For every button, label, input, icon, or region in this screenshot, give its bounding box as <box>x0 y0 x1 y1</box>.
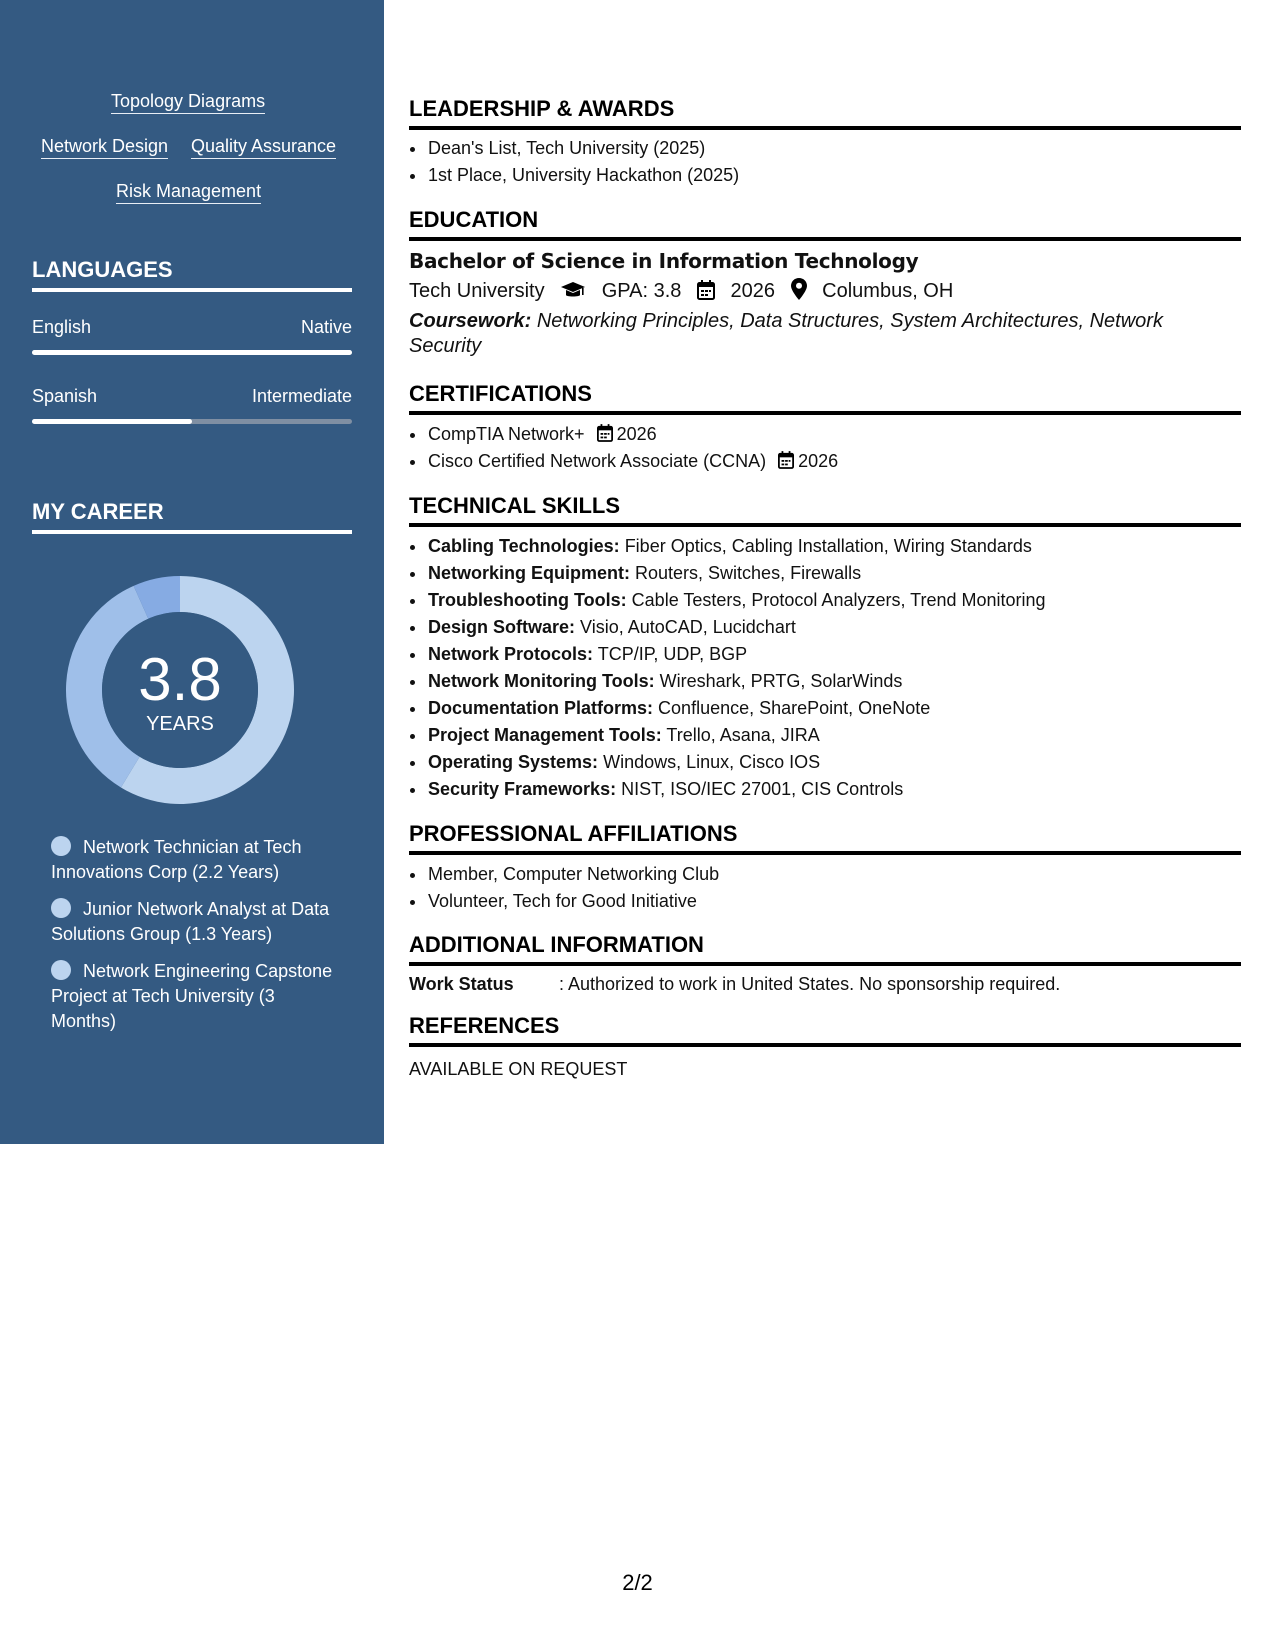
calendar-icon <box>778 451 794 469</box>
skill-label: Operating Systems: <box>428 752 599 772</box>
skill-item <box>427 587 1046 614</box>
skill-value: Windows, Linux, Cisco IOS <box>603 752 821 772</box>
skill-value: TCP/IP, UDP, BGP <box>597 644 748 664</box>
language-name: Spanish <box>32 386 98 406</box>
page-number: 2/2 <box>622 1570 653 1595</box>
certification-year: 2026 <box>616 424 657 444</box>
affiliations-list <box>427 861 719 915</box>
career-item <box>51 897 341 947</box>
references-text: AVAILABLE ON REQUEST <box>409 1059 628 1079</box>
languages-heading: LANGUAGES <box>32 256 352 292</box>
skill-item <box>427 533 1046 560</box>
skill-label: Network Protocols: <box>428 644 594 664</box>
skill-label: Design Software: <box>428 617 576 637</box>
coursework-list: Networking Principles, Data Structures, System Architectures, Network Security <box>409 310 1163 357</box>
bullet-dot-icon <box>51 960 71 980</box>
location-pin-icon <box>791 278 807 300</box>
skill-label: Documentation Platforms: <box>428 698 654 718</box>
education-location: Columbus, OH <box>822 280 954 302</box>
career-item-text: Junior Network Analyst at Data Solutions Group (1.3 Years) <box>51 899 330 944</box>
skill-value: Trello, Asana, JIRA <box>666 725 820 745</box>
list-item <box>427 421 838 448</box>
bullet-dot-icon <box>51 898 71 918</box>
career-years-unit: YEARS <box>146 713 214 735</box>
calendar-icon <box>697 280 715 300</box>
skill-item <box>427 776 1046 803</box>
skill-value: Visio, AutoCAD, Lucidchart <box>580 617 796 637</box>
skill-label: Cabling Technologies: <box>428 536 620 556</box>
work-status-label: Work Status <box>409 974 514 994</box>
section-heading-additional: ADDITIONAL INFORMATION <box>409 931 1241 966</box>
certifications-list <box>427 421 838 475</box>
list-item: • Member, Computer Networking Club <box>427 861 719 888</box>
skills-list <box>427 533 1046 803</box>
skill-label: Networking Equipment: <box>428 563 630 583</box>
section-heading-skills: TECHNICAL SKILLS <box>409 492 1241 527</box>
skill-item <box>427 749 1046 776</box>
list-item: • Volunteer, Tech for Good Initiative <box>427 888 719 915</box>
skill-label: Security Frameworks: <box>428 779 617 799</box>
list-item <box>427 448 838 475</box>
section-heading-education: EDUCATION <box>409 206 1241 241</box>
list-item: • 1st Place, University Hackathon (2025) <box>427 162 739 189</box>
leadership-list <box>427 135 739 189</box>
skill-tag: Quality Assurance <box>191 135 336 159</box>
career-heading: MY CAREER <box>32 498 352 534</box>
list-item: • Dean's List, Tech University (2025) <box>427 135 739 162</box>
skill-tag: Network Design <box>41 135 168 159</box>
language-bar <box>32 419 352 424</box>
certification-name: CompTIA Network+ <box>428 424 585 444</box>
skill-label: Troubleshooting Tools: <box>428 590 627 610</box>
skill-item <box>427 614 1046 641</box>
language-level: Intermediate <box>251 386 352 406</box>
degree-title: Bachelor of Science in Information Technology <box>409 249 919 273</box>
section-heading-references: REFERENCES <box>409 1012 1241 1047</box>
language-level: Native <box>300 317 352 337</box>
skill-item <box>427 668 1046 695</box>
calendar-icon <box>597 424 613 442</box>
section-heading-leadership: LEADERSHIP & AWARDS <box>409 95 1241 130</box>
language-row <box>32 316 352 360</box>
skill-value: Wireshark, PRTG, SolarWinds <box>659 671 903 691</box>
skill-label: Network Monitoring Tools: <box>428 671 655 691</box>
work-status-value: : Authorized to work in United States. No sponsorship required. <box>559 974 1061 994</box>
skill-item <box>427 641 1046 668</box>
language-bar <box>32 350 352 355</box>
skill-label: Project Management Tools: <box>428 725 662 745</box>
skill-item <box>427 695 1046 722</box>
certification-name: Cisco Certified Network Associate (CCNA) <box>428 451 767 471</box>
bullet-dot-icon <box>51 836 71 856</box>
career-item-text: Network Engineering Capstone Project at Tech University (3 Months) <box>51 961 333 1031</box>
coursework-label: Coursework: <box>409 310 532 332</box>
sidebar <box>0 0 384 1144</box>
language-bar-fill <box>32 350 352 355</box>
school-name: Tech University <box>409 280 545 302</box>
career-item <box>51 835 341 885</box>
skill-tag: Topology Diagrams <box>111 90 265 114</box>
language-name: English <box>32 317 92 337</box>
skill-item <box>427 560 1046 587</box>
gpa: GPA: 3.8 <box>601 280 682 302</box>
career-item <box>51 959 341 1034</box>
skill-value: NIST, ISO/IEC 27001, CIS Controls <box>621 779 904 799</box>
skill-value: Confluence, SharePoint, OneNote <box>658 698 931 718</box>
work-status <box>409 972 1060 996</box>
skill-value: Cable Testers, Protocol Analyzers, Trend Monitoring <box>631 590 1046 610</box>
certification-year: 2026 <box>798 451 839 471</box>
graduation-year: 2026 <box>730 280 776 302</box>
career-item-text: Network Technician at Tech Innovations Corp (2.2 Years) <box>51 837 302 882</box>
education-details <box>409 278 953 304</box>
language-bar-fill <box>32 419 192 424</box>
skill-value: Fiber Optics, Cabling Installation, Wiring Standards <box>624 536 1032 556</box>
section-heading-certifications: CERTIFICATIONS <box>409 380 1241 415</box>
skill-value: Routers, Switches, Firewalls <box>635 563 862 583</box>
skill-item <box>427 722 1046 749</box>
coursework <box>409 309 1209 359</box>
career-years-value: 3.8 <box>138 646 222 713</box>
language-row <box>32 385 352 429</box>
section-heading-affiliations: PROFESSIONAL AFFILIATIONS <box>409 820 1241 855</box>
graduation-cap-icon <box>560 280 586 300</box>
skill-tag: Risk Management <box>116 180 261 204</box>
